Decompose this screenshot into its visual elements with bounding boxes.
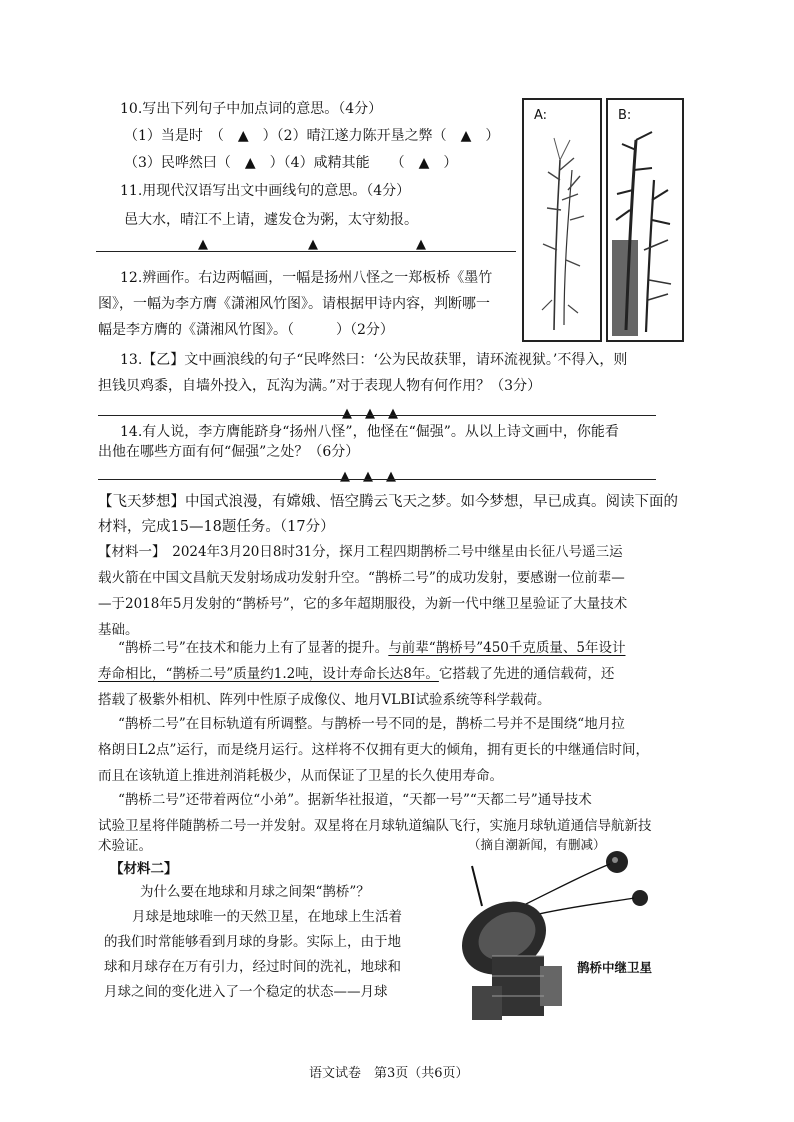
m1-p4-line2: 试验卫星将伴随鹊桥二号一并发射。双星将在月球轨道编队飞行，实施月球轨道通信导航新技 [98, 818, 652, 834]
m1-p2-line3: 搭载了极紫外相机、阵列中性原子成像仪、地月VLBI试验系统等科学载荷。 [98, 692, 551, 708]
m2-heading: 为什么要在地球和月球之间架“鹊桥”？ [140, 884, 370, 900]
m1-p2-line2-b: 它搭载了先进的通信载荷，还 [438, 666, 615, 682]
m1-p2-line1-a: “鹊桥二号”在技术和能力上有了显著的提升。 [118, 640, 389, 656]
m1-p1-line2: 载火箭在中国文昌航天发射场成功发射升空。“鹊桥二号”的成功发射，要感谢一位前辈— [98, 570, 625, 586]
q13-line1 [120, 350, 627, 370]
m1-p2-line2 [98, 661, 614, 687]
painting-a-label: A: [534, 108, 548, 123]
answer-line [96, 251, 516, 252]
m1-p3-line3: 而且在该轨道上推进剂消耗极少，从而保证了卫星的长久使用寿命。 [98, 768, 503, 784]
painting-b-label: B: [618, 108, 632, 123]
q14-line1: 14.有人说，李方膺能跻身“扬州八怪”，他怪在“倔强”。从以上诗文画中，你能看 [120, 424, 619, 440]
answer-line [98, 415, 656, 416]
m1-p3-line1: “鹊桥二号”在目标轨道有所调整。与鹊桥一号不同的是，鹊桥二号并不是围绕“地月拉 [118, 716, 625, 732]
page-footer: 语文试卷 第3页（共6页） [309, 1066, 469, 1081]
m1-p4-line3: 术验证。 [98, 838, 152, 854]
section-intro-line2: 材料，完成15—18题任务。（17分） [98, 519, 335, 535]
m1-p2-line1 [118, 635, 625, 661]
m2-line2: 的我们时常能够看到月球的身影。实际上，由于地 [104, 934, 401, 950]
q10-title: 10.写出下列句子中加点词的意思。（4分） [120, 101, 383, 117]
answer-mark: ▲ [416, 237, 426, 252]
m1-p4-line1: “鹊桥二号”还带着两位“小弟”。据新华社报道，“天都一号”“天都二号”通导技术 [118, 792, 592, 808]
q13-answer-marks: ▲ ▲ ▲ [342, 406, 398, 421]
q13-line1-text: 13.【乙】文中画浪线的句子“民哗然曰：‘公为民故获罪，请环流视狱。’不得入，则 [120, 352, 628, 368]
underlined-sentence-cont: 寿命相比，“鹊桥二号”质量约1.2吨，设计寿命长达8年。 [98, 666, 439, 682]
m2-line1: 月球是地球唯一的天然卫星，在地球上生活着 [132, 909, 402, 925]
answer-mark: ▲ [308, 237, 318, 252]
answer-line [98, 479, 656, 480]
q12-line1: 12.辨画作。右边两幅画，一幅是扬州八怪之一郑板桥《墨竹 [120, 270, 493, 286]
bamboo-painting-b [608, 100, 682, 340]
section-intro-line1: 【飞天梦想】中国式浪漫，有嫦娥、悟空腾云飞天之梦。如今梦想，早已成真。阅读下面的 [98, 494, 678, 510]
q11-title: 11.用现代汉语写出文中画线句的意思。（4分） [120, 183, 411, 199]
answer-mark: ▲ [198, 237, 208, 252]
q14-line2: 出他在哪些方面有何“倔强”之处？（6分） [98, 444, 360, 460]
m2-label: 【材料二】 [110, 861, 178, 877]
painting-a [522, 98, 602, 342]
satellite-caption: 鹊桥中继卫星 [577, 960, 653, 975]
underlined-sentence: 与前辈“鹊桥号”450千克质量、5年设计 [388, 640, 626, 656]
satellite-illustration [452, 846, 652, 1022]
q14-answer-marks: ▲ ▲ ▲ [340, 469, 396, 484]
bamboo-painting-a [524, 100, 600, 340]
m1-p3-line2: 格朗日L2点”运行，而是绕月运行。这样将不仅拥有更大的倾角，拥有更长的中继通信时间， [98, 742, 649, 758]
m1-p1-line1: 【材料一】 2024年3月20日8时31分，探月工程四期鹊桥二号中继星由长征八号遥三运 [98, 544, 623, 560]
q12-line3: 幅是李方膺的《潇湘风竹图》。（ ）（2分） [98, 322, 394, 338]
m1-p1-line4: 基础。 [98, 622, 139, 638]
painting-b [606, 98, 684, 342]
m2-line3: 球和月球存在万有引力，经过时间的洗礼，地球和 [104, 959, 401, 975]
q10-row1: （1）当是时 （ ▲ ）（2）晴江遂力陈开垦之弊（ ▲ ） [124, 128, 500, 144]
m1-source: （摘自潮新闻，有删减） [468, 837, 606, 852]
q10-row2: （3）民哗然曰（ ▲ ）（4）咸精其能 （ ▲ ） [124, 155, 458, 171]
m1-p1-line3: —于2018年5月发射的“鹊桥号”，它的多年超期服役，为新一代中继卫星验证了大量技术 [98, 596, 628, 612]
m2-line4: 月球之间的变化进入了一个稳定的状态——月球 [104, 984, 388, 1000]
q13-line2: 担钱贝鸡黍，自墙外投入，瓦沟为满。”对于表现人物有何作用？（3分） [98, 378, 542, 394]
q12-line2: 图》，一幅为李方膺《潇湘风竹图》。请根据甲诗内容，判断哪一 [98, 296, 490, 312]
q11-sentence: 邑大水，晴江不上请，遽发仓为粥，太守劾报。 [124, 212, 418, 228]
